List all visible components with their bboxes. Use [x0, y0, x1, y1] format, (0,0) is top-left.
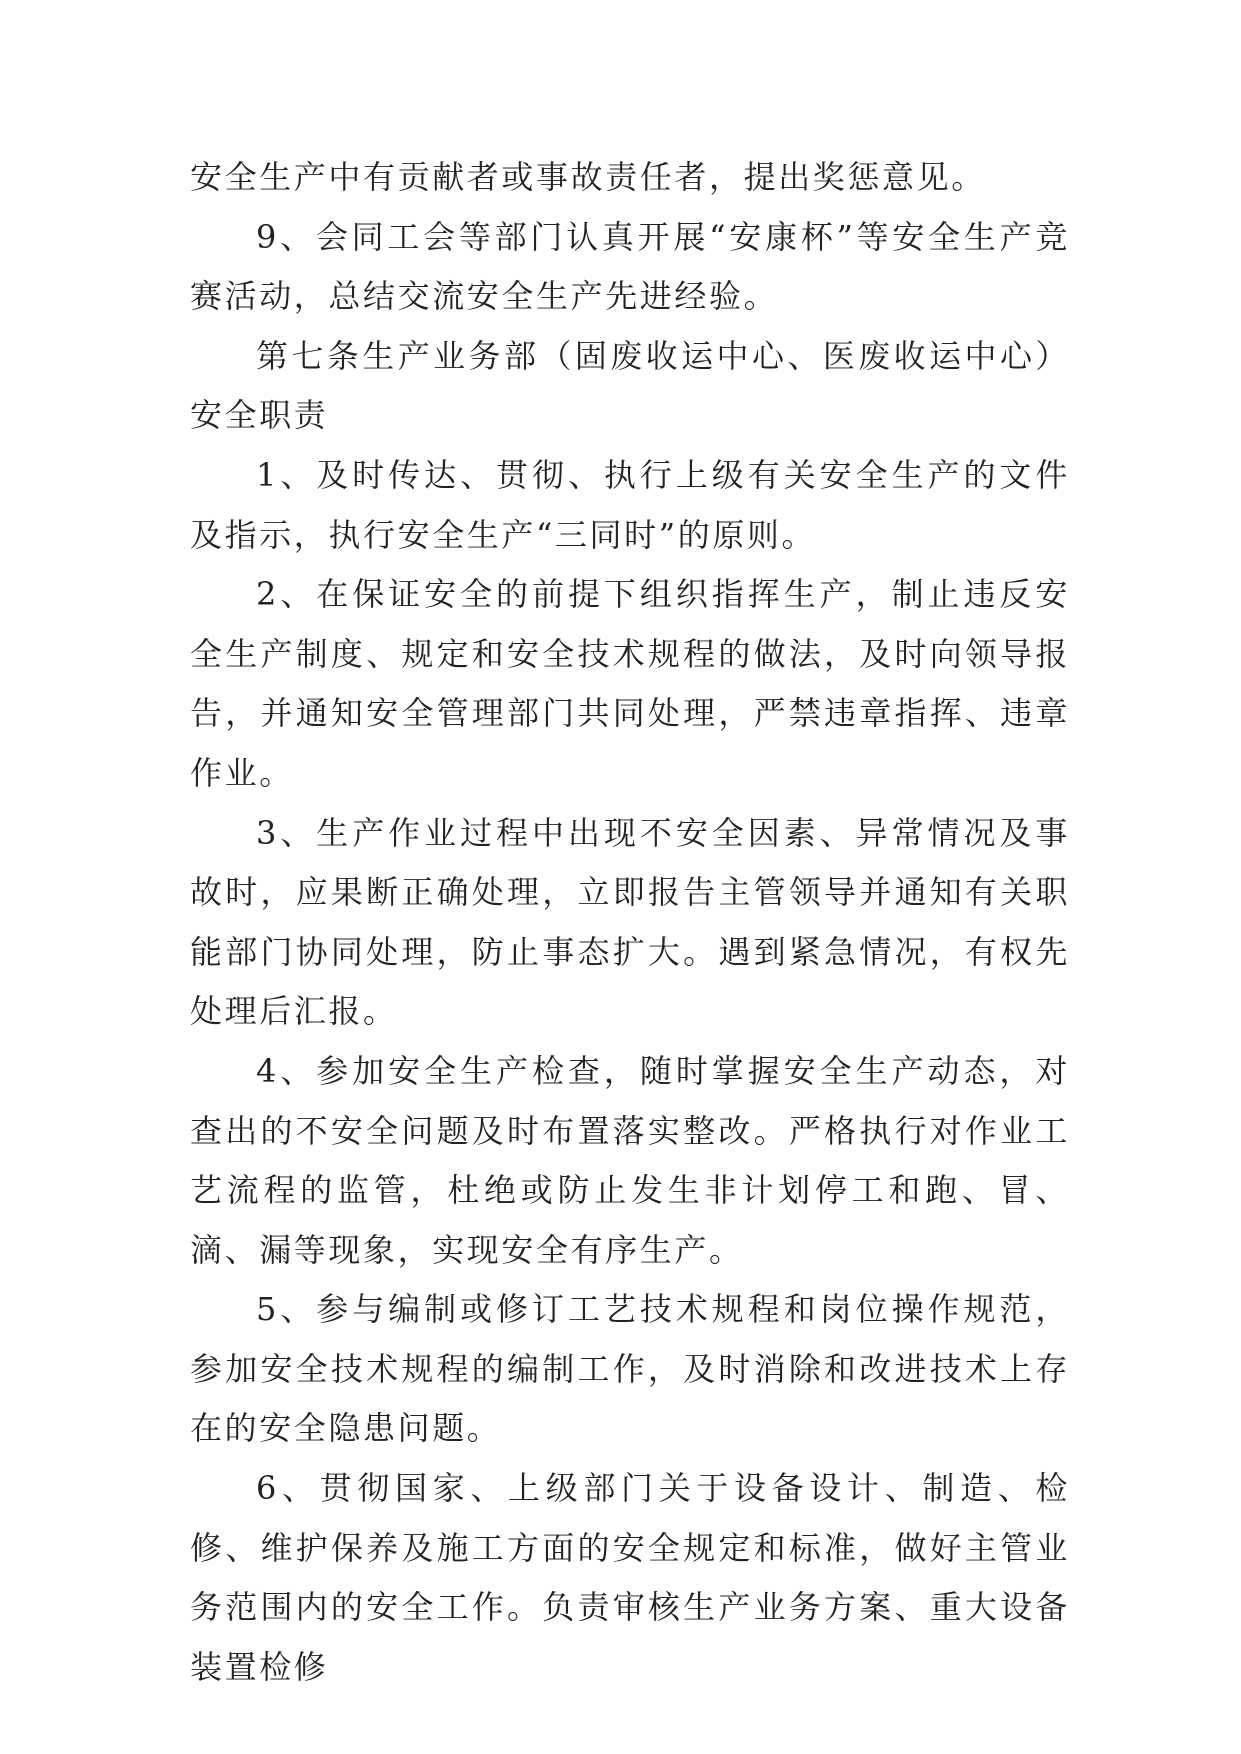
paragraph-item-3: 3、生产作业过程中出现不安全因素、异常情况及事故时，应果断正确处理，立即报告主管领导并通知有关职能部门协同处理，防止事态扩大。遇到紧急情况，有权先处理后汇报。: [190, 813, 1070, 1031]
paragraph-item-1: 1、及时传达、贯彻、执行上级有关安全生产的文件及指示，执行安全生产“三同时”的原则。: [190, 455, 1070, 554]
paragraph-item-6: 6、贯彻国家、上级部门关于设备设计、制造、检修、维护保养及施工方面的安全规定和标准，做好主管业务范围内的安全工作。负责审核生产业务方案、重大设备装置检修: [190, 1469, 1070, 1686]
paragraph-item-5: 5、参与编制或修订工艺技术规程和岗位操作规范，参加安全技术规程的编制工作，及时消除和改进技术上存在的安全隐患问题。: [190, 1290, 1070, 1448]
document-body: [190, 148, 1070, 1697]
paragraph-item-9: 9、会同工会等部门认真开展“安康杯”等安全生产竞赛活动，总结交流安全生产先进经验。: [190, 217, 1070, 316]
paragraph-article-7-heading: 第七条生产业务部（固废收运中心、医废收运中心）安全职责: [190, 336, 1070, 435]
paragraph-item-2: 2、在保证安全的前提下组织指挥生产，制止违反安全生产制度、规定和安全技术规程的做法，及时向领导报告，并通知安全管理部门共同处理，严禁违章指挥、违章作业。: [190, 575, 1070, 792]
paragraph-item-4: 4、参加安全生产检查，随时掌握安全生产动态，对查出的不安全问题及时布置落实整改。严格执行对作业工艺流程的监管，杜绝或防止发生非计划停工和跑、冒、滴、漏等现象，实现安全有序生产。: [190, 1051, 1070, 1269]
paragraph-continuation: 安全生产中有贡献者或事故责任者，提出奖惩意见。: [190, 158, 986, 196]
